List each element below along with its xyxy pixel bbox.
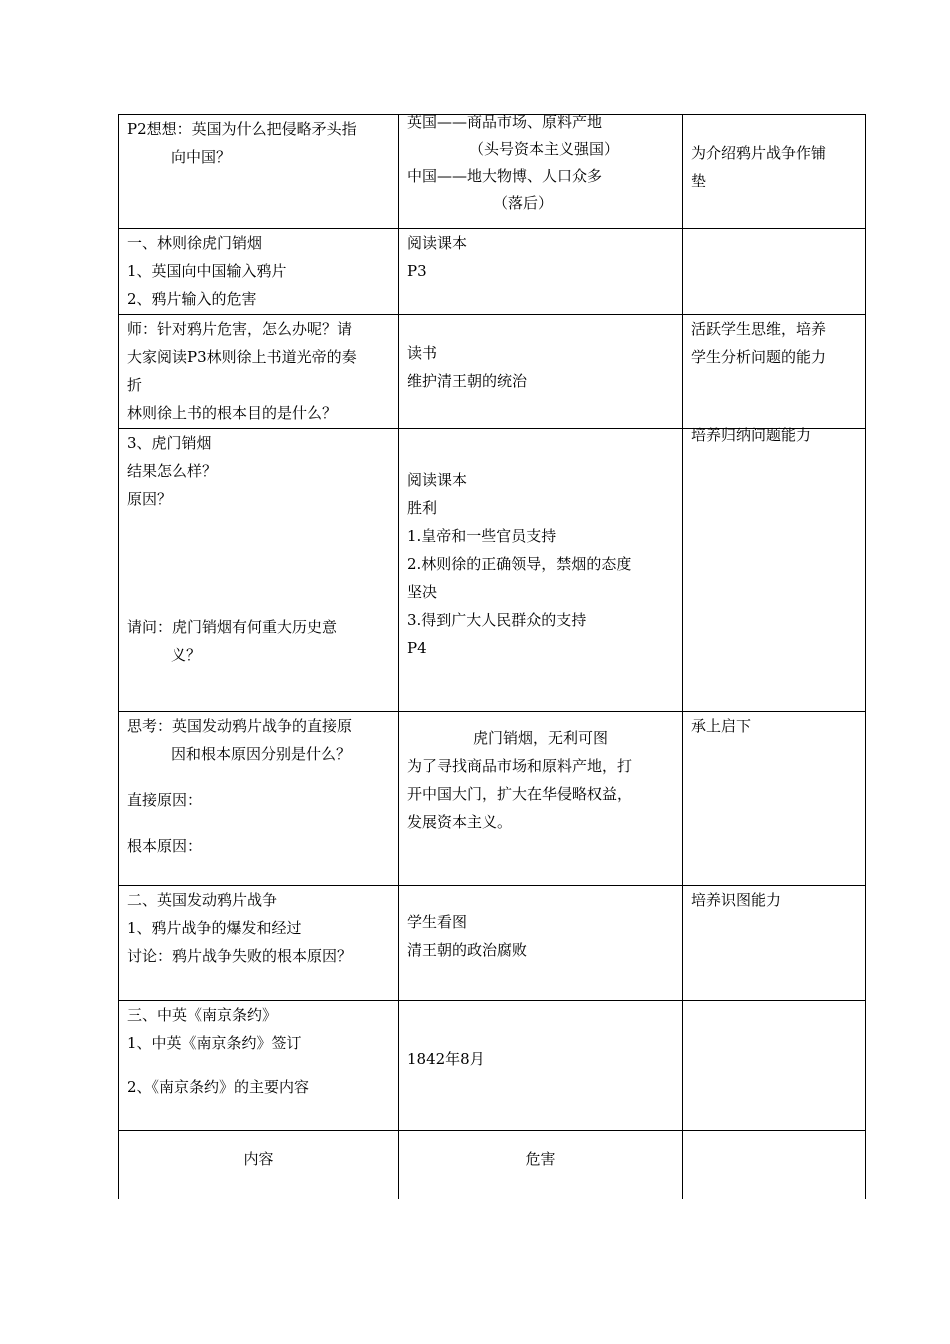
- cell-text: 因和根本原因分别是什么？: [171, 745, 352, 763]
- cell-text: P4: [407, 639, 427, 657]
- cell-text: P2想想：英国为什么把侵略矛头指: [127, 120, 357, 138]
- cell-text: 培养识图能力: [691, 891, 782, 909]
- table-row: [119, 429, 866, 712]
- content-cell: [119, 429, 399, 712]
- section-heading: 二、英国发动鸦片战争: [127, 891, 278, 909]
- table-row: [119, 886, 866, 1001]
- cell-text: 1、英国向中国输入鸦片: [127, 262, 287, 280]
- content-cell: [119, 315, 399, 429]
- purpose-cell: [683, 315, 866, 429]
- header-cell-empty: [683, 1131, 866, 1199]
- cell-text: 2、《南京条约》的主要内容: [127, 1078, 310, 1096]
- table-row: [119, 315, 866, 429]
- spacer: [127, 814, 390, 832]
- section-heading: 一、林则徐虎门销烟: [127, 234, 263, 252]
- cell-text: （落后）: [493, 194, 554, 212]
- activity-cell: [399, 712, 683, 886]
- cell-text: P3: [407, 262, 427, 280]
- cell-text: 坚决: [407, 583, 438, 601]
- activity-cell: [399, 229, 683, 315]
- cell-text: 阅读课本: [407, 471, 468, 489]
- cell-text: 发展资本主义。: [407, 813, 513, 831]
- table-row: [119, 229, 866, 315]
- cell-text: 原因？: [127, 490, 173, 508]
- cell-text: 3.得到广大人民群众的支持: [407, 611, 587, 629]
- cell-text: 中国——地大物博、人口众多: [407, 167, 603, 185]
- activity-cell: [399, 315, 683, 429]
- table-row: [119, 712, 866, 886]
- cell-text: 读书: [407, 344, 438, 362]
- cell-text: 2.林则徐的正确领导，禁烟的态度: [407, 555, 632, 573]
- cell-text: 英国——商品市场、原料产地: [407, 113, 603, 131]
- table-row: [119, 115, 866, 229]
- activity-cell: [399, 429, 683, 712]
- cell-text: 1.皇帝和一些官员支持: [407, 527, 557, 545]
- cell-text: 承上启下: [691, 717, 752, 735]
- cell-text: 讨论：鸦片战争失败的根本原因？: [127, 947, 353, 965]
- purpose-cell: [683, 712, 866, 886]
- purpose-cell: [683, 229, 866, 315]
- cell-text: 1842年8月: [407, 1050, 485, 1068]
- cell-text: 学生分析问题的能力: [691, 348, 827, 366]
- header-cell-content: [119, 1131, 399, 1199]
- cell-text: 1、中英《南京条约》签订: [127, 1034, 302, 1052]
- activity-cell: [399, 115, 683, 229]
- purpose-cell: [683, 1001, 866, 1131]
- header-label: 内容: [243, 1150, 274, 1168]
- cell-text: 清王朝的政治腐败: [407, 941, 528, 959]
- cell-text: 为介绍鸦片战争作铺: [691, 144, 827, 162]
- spacer: [127, 768, 390, 786]
- lesson-plan-sheet: [118, 114, 865, 1199]
- cell-text: 学生看图: [407, 913, 468, 931]
- cell-text: 为了寻找商品市场和原料产地，打: [407, 757, 633, 775]
- table-row: [119, 1001, 866, 1131]
- header-label: 危害: [525, 1150, 556, 1168]
- purpose-cell: [683, 115, 866, 229]
- cell-text: 培养归纳问题能力: [691, 426, 812, 444]
- cell-text: 垫: [691, 172, 707, 190]
- cell-text: 活跃学生思维，培养: [691, 320, 827, 338]
- cell-text: 阅读课本: [407, 234, 468, 252]
- cell-text: 结果怎么样？: [127, 462, 218, 480]
- cell-text: 请问：虎门销烟有何重大历史意: [127, 618, 338, 636]
- content-cell: [119, 886, 399, 1001]
- content-cell: [119, 115, 399, 229]
- content-cell: [119, 1001, 399, 1131]
- cell-text: 师：针对鸦片危害，怎么办呢？请: [127, 320, 353, 338]
- cell-text: 思考：英国发动鸦片战争的直接原: [127, 717, 353, 735]
- cell-text: 2、鸦片输入的危害: [127, 290, 257, 308]
- cell-text: 大家阅读P3林则徐上书道光帝的奏: [127, 348, 357, 366]
- content-cell: [119, 229, 399, 315]
- lesson-plan-table: [118, 114, 866, 1199]
- purpose-cell: [683, 886, 866, 1001]
- cell-text: 胜利: [407, 499, 438, 517]
- header-cell-harm: [399, 1131, 683, 1199]
- cell-text: 直接原因：: [127, 791, 203, 809]
- table-subheader-row: [119, 1131, 866, 1199]
- activity-cell: [399, 886, 683, 1001]
- cell-text: 林则徐上书的根本目的是什么？: [127, 404, 338, 422]
- content-cell: [119, 712, 399, 886]
- cell-text: 向中国？: [171, 148, 232, 166]
- cell-text: （头号资本主义强国）: [469, 140, 620, 158]
- activity-cell: [399, 1001, 683, 1131]
- cell-text: 折: [127, 376, 143, 394]
- purpose-cell: [683, 426, 866, 712]
- cell-text: 1、鸦片战争的爆发和经过: [127, 919, 302, 937]
- cell-text: 根本原因：: [127, 837, 203, 855]
- cell-text: 开中国大门，扩大在华侵略权益，: [407, 785, 633, 803]
- spacer: [127, 1057, 390, 1073]
- cell-text: 虎门销烟，无利可图: [472, 729, 608, 747]
- section-heading: 三、中英《南京条约》: [127, 1006, 278, 1024]
- cell-text: 维护清王朝的统治: [407, 372, 528, 390]
- cell-text: 义？: [171, 646, 202, 664]
- section-heading: 3、虎门销烟: [127, 434, 212, 452]
- spacer: [127, 513, 390, 613]
